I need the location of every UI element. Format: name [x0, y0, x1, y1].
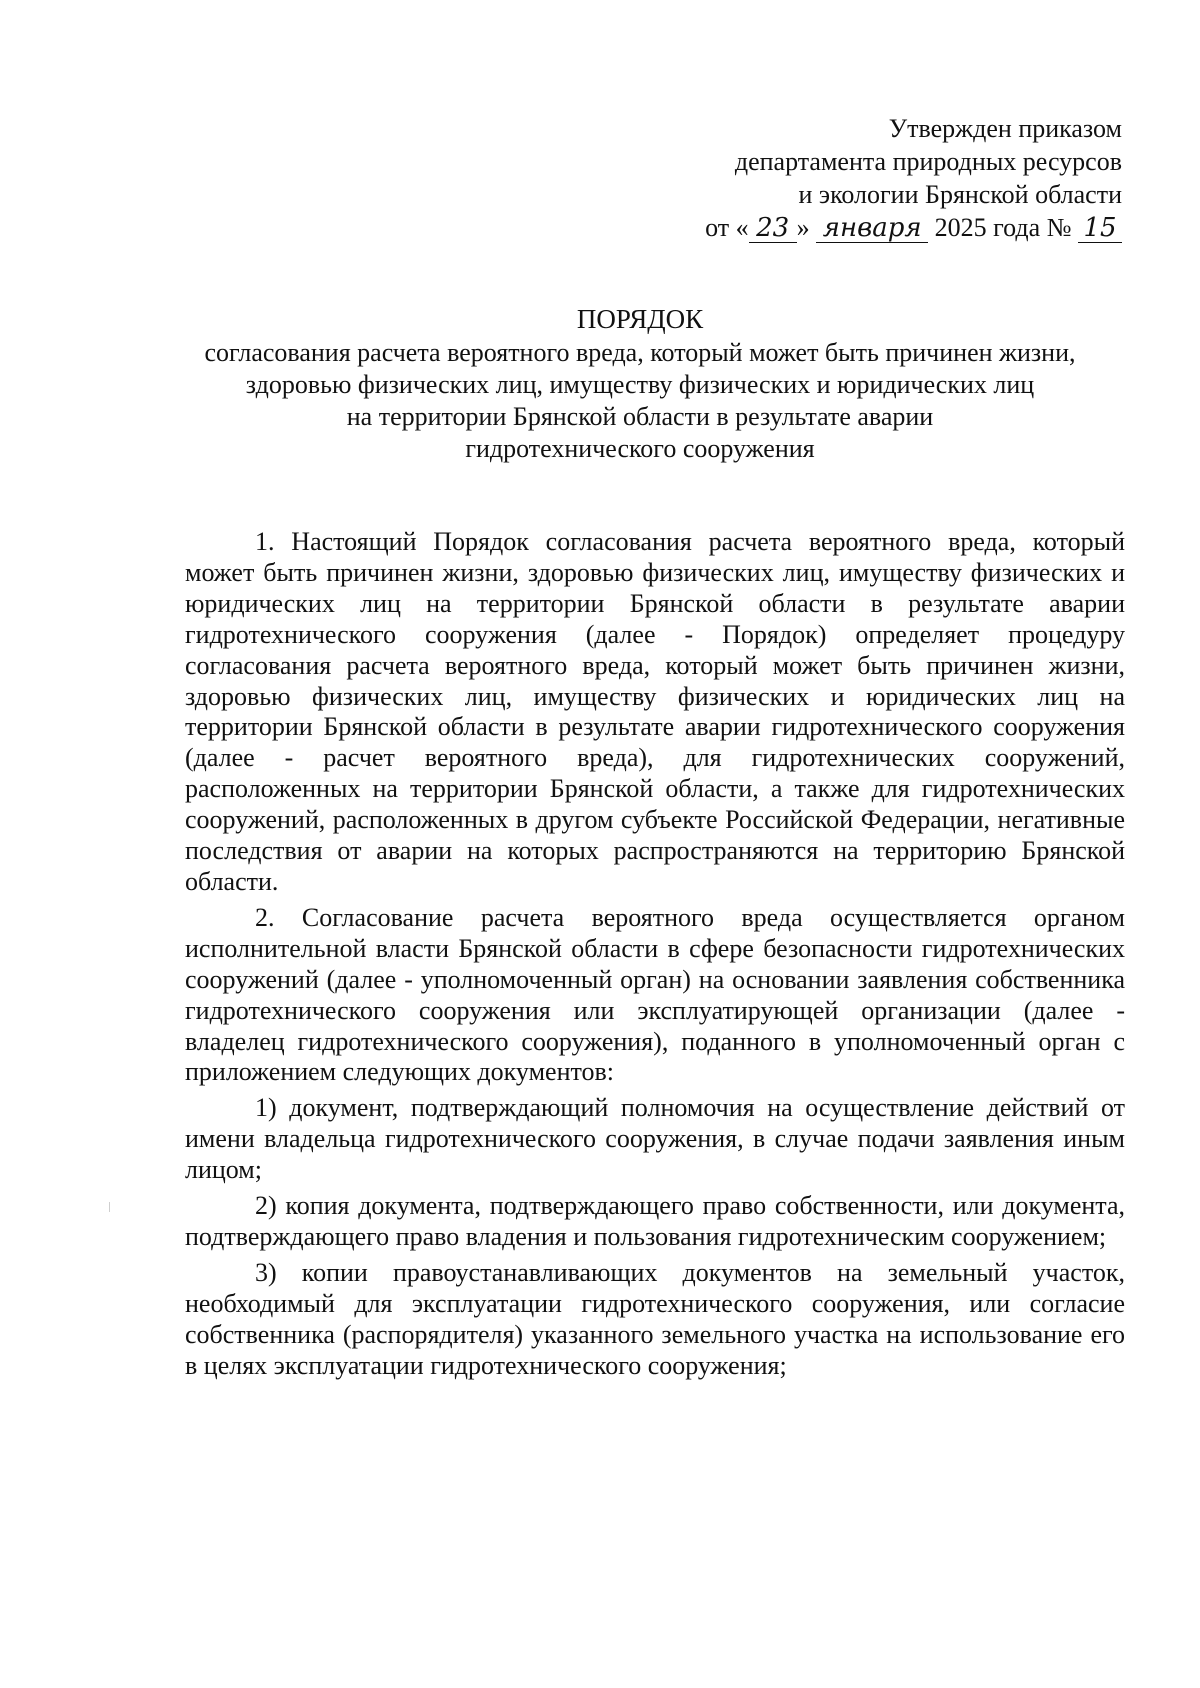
title-line: на территории Брянской области в результате аварии [346, 402, 934, 431]
date-prefix: от « [705, 213, 749, 242]
title-heading: ПОРЯДОК [576, 304, 704, 334]
scan-artifact-mark [109, 1202, 110, 1212]
handwritten-day: 23 [749, 214, 797, 243]
handwritten-doc-number: 15 [1078, 214, 1122, 243]
title-line: здоровью физических лиц, имуществу физических и юридических лиц [245, 370, 1035, 399]
document-body [185, 527, 1125, 1386]
paragraph-1: 1. Настоящий Порядок согласования расчета вероятного вреда, который может быть причинен жизни, здоровью физических лиц, имуществу физических и юридических лиц на территории Брянской области в результате аварии гидротехнического сооружения (далее - Порядок) определяет процедуру согласования расчета вероятного вреда, который может быть причинен жизни, здоровью физических лиц, имуществу физических и юридических лиц на территории Брянской области в результате аварии гидротехнического сооружения (далее - расчет вероятного вреда), для гидротехнических сооружений, расположенных на территории Брянской области, а также для гидротехнических сооружений, расположенных в другом субъекте Российской Федерации, негативные последствия от аварии на которых распространяются на территорию Брянской области. [185, 527, 1125, 896]
list-item-2: 2) копия документа, подтверждающего право собственности, или документа, подтверждающего право владения и пользования гидротехническим сооружением; [185, 1191, 1125, 1251]
date-year: 2025 года № [934, 213, 1072, 242]
approval-block [522, 112, 1122, 244]
approval-line-1: Утвержден приказом [888, 114, 1122, 143]
approval-date-line [522, 211, 1122, 244]
approval-line-2: департамента природных ресурсов [734, 147, 1122, 176]
list-item-3: 3) копии правоустанавливающих документов на земельный участок, необходимый для эксплуатации гидротехнического сооружения, или согласие собственника (распорядителя) указанного земельного участка на использование его в целях эксплуатации гидротехнического сооружения; [185, 1257, 1125, 1380]
paragraph-2: 2. Согласование расчета вероятного вреда осуществляется органом исполнительной власти Брянской области в сфере безопасности гидротехнических сооружений (далее - уполномоченный орган) на основании заявления собственника гидротехнического сооружения или эксплуатирующей организации (далее - владелец гидротехнического сооружения), поданного в уполномоченный орган с приложением следующих документов: [185, 902, 1125, 1087]
approval-line-3: и экологии Брянской области [798, 180, 1122, 209]
list-item-1: 1) документ, подтверждающий полномочия на осуществление действий от имени владельца гидротехнического сооружения, в случае подачи заявления иным лицом; [185, 1093, 1125, 1185]
handwritten-month: января [816, 214, 928, 243]
title-line: согласования расчета вероятного вреда, который может быть причинен жизни, [204, 338, 1076, 367]
date-quote-close: » [796, 213, 810, 242]
document-title [150, 303, 1130, 465]
title-line: гидротехнического сооружения [465, 434, 815, 463]
